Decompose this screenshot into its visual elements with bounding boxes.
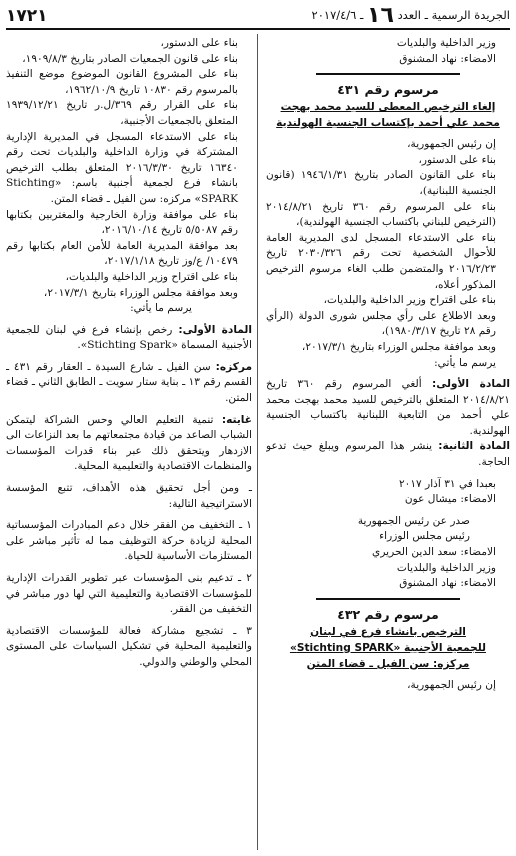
- preamble-line: بناء على الدستور،: [160, 37, 238, 49]
- decree-432-subtitle-1: الترخيص بانشاء فرع في لبنان: [310, 625, 466, 638]
- preamble-line: بناء على المرسوم رقم ٣٦٠ تاريخ ٢٠١٤/٨/٢١ (الترخيص للبناني باكتساب الجنسية الهولندية)،: [266, 200, 496, 229]
- preamble-line: بناء على موافقة وزارة الخارجية والمغتربين بكتابها رقم ٥/٥٠٨٧ تاريخ ٢٠١٦/١٠/١٤،: [6, 208, 238, 237]
- issue-date: ـ ٢٠١٧/٤/٦: [311, 8, 364, 22]
- section-rule: [316, 598, 460, 600]
- issue-number: ١٦: [367, 3, 394, 28]
- preamble-line: يرسم ما يأتي:: [130, 302, 192, 315]
- preamble-line: وبعد موافقة مجلس الوزراء بتاريخ ٢٠١٧/٣/١،: [43, 286, 238, 299]
- preamble-line: وبعد موافقة مجلس الوزراء بتاريخ ٢٠١٧/٣/١،: [301, 340, 496, 353]
- left-column: [6, 36, 252, 850]
- preamble-line: بناء على القرار رقم ٣٦٩/ل.ر تاريخ ١٩٣٩/١٢/٢١ المتعلق بالجمعيات الأجنبية،: [6, 99, 238, 127]
- decree-432-title: مرسوم رقم ٤٣٢: [337, 606, 439, 622]
- page-number: ١٧٢١: [6, 6, 48, 26]
- preamble-line: وبعد الاطلاع على رأي مجلس شورى الدولة (الرأي رقم ٢٨ تاريخ ١٩٨٠/٣/١٧)،: [266, 309, 496, 338]
- preamble-line: بناء على اقتراح وزير الداخلية والبلديات،: [65, 270, 238, 283]
- preamble-line: بناء على الاستدعاء المسجل لدى المديرية العامة للأحوال الشخصية تحت رقم ٢٠٣٠/٣٢٦ تاريخ ٢٠١٦/٢/٢٣ والمتضمن طلب الغاء مرسوم الترخيص المذكور أعلاه،: [266, 231, 496, 291]
- section-rule: [316, 73, 460, 75]
- preamble-line: بناء على القانون الصادر بتاريخ ١٩٤٦/١/٣١ (قانون الجنسية اللبنانية)،: [266, 169, 496, 197]
- preamble-line: بناء على الدستور،: [418, 153, 496, 166]
- preamble-line: بعد موافقة المديرية العامة للأمن العام بكتابها رقم ١٠٤٧٩/ ع/وز تاريخ ٢٠١٧/١/١٨،: [6, 239, 238, 268]
- preamble-line: بناء على الاستدعاء المسجل في المديرية الإدارية المشتركة في وزارة الداخلية والبلديات تحت رقم ١٦٣٤٠ تاريخ ٢٠١٦/٣/٣٠ المتعلق بطلب الترخيص بانشاء فرع لجمعية أجنبية باسم: «Stichting SPARK» مركزه: سن الفيل ـ قضاء المتن.: [6, 130, 238, 205]
- headquarters-text: سن الفيل ـ شارع السيدة ـ العقار رقم ٤٣١ ـ القسم رقم ١٣ ـ بناية ستار سويت ـ الطابق الثاني ـ قضاء المتن.: [6, 360, 252, 405]
- goal: [6, 413, 252, 475]
- page-header: [6, 4, 510, 30]
- goal-text: تنمية التعليم العالي وحس الشراكة ليتمكن الشباب الصاعد من قيادة مجتمعاتهم ما بعد النزاعات الى الازدهار ويتحقق ذلك عبر بناء قدرات المؤسسات والمنظمات الاقتصادية والتعليمية المحلية.: [6, 413, 252, 473]
- closing-signature: الامضاء: نهاد المشنوق: [399, 577, 496, 590]
- article-1: [266, 377, 510, 439]
- article-1-text: ألغي المرسوم رقم ٣٦٠ تاريخ ٢٠١٤/٨/٢١ المتعلق بالترخيص للسيد محمد بهجت محمد علي أحمد من التابعية اللبنانية باكتساب الجنسية الهولندية.: [266, 378, 510, 437]
- minister-signature: الامضاء: نهاد المشنوق: [399, 52, 496, 65]
- closing-line: صدر عن رئيس الجمهورية: [357, 514, 470, 527]
- decree-431-subtitle-2: محمد علي أحمد بإكتساب الجنسية الهولندية: [276, 117, 500, 130]
- article-2: [266, 439, 510, 470]
- preamble-line: بناء على المشروع القانون الموضوع موضع التنفيذ بالمرسوم رقم ١٠٨٣٠ تاريخ ١٩٦٢/١٠/٩،: [6, 68, 238, 96]
- decree-431-title: مرسوم رقم ٤٣١: [337, 82, 439, 98]
- decree-432-subtitle-2: للجمعية الأجنبية «Stichting SPARK»: [289, 641, 487, 654]
- strategy-intro: ـ ومن أجل تحقيق هذه الأهداف، تتبع المؤسسة الاستراتيجية التالية:: [6, 482, 252, 510]
- closing-signature: الامضاء: ميشال عون: [404, 493, 496, 506]
- column-divider: [257, 34, 258, 850]
- article-1: [6, 323, 252, 354]
- headquarters-label: مركزه:: [215, 360, 252, 373]
- goal-label: غايته:: [221, 413, 252, 426]
- preamble-line: بناء على اقتراح وزير الداخلية والبلديات،: [323, 294, 496, 307]
- strategy-point-1: ١ ـ التخفيف من الفقر خلال دعم المبادرات المؤسساتية المحلية لزيادة حركة التوظيف مما له تأثير مباشر على المستلزمات الأساسية للحياة.: [6, 519, 252, 563]
- article-1-text: رخص بإنشاء فرع في لبنان للجمعية الأجنبية المسماة «Stichting Spark».: [6, 323, 252, 352]
- gazette-header-line: [311, 3, 510, 28]
- closing-place-date: بعبدا في ٣١ آذار ٢٠١٧: [398, 477, 496, 490]
- strategy-point-2: ٢ ـ تدعيم بنى المؤسسات عبر تطوير القدرات الإدارية للمؤسسات الاقتصادية والتعليمية التي لها دور مباشر في التخفيف من الفقر.: [6, 572, 252, 616]
- preamble-line: إن رئيس الجمهورية،: [407, 678, 496, 691]
- article-1-label: المادة الأولى:: [432, 378, 510, 391]
- article-1-label: المادة الأولى:: [178, 323, 252, 336]
- preamble-line: إن رئيس الجمهورية،: [407, 138, 496, 151]
- decree-431-subtitle-1: إلغاء الترخيص المعطى للسيد محمد بهجت: [280, 101, 496, 114]
- decree-432-subtitle-3: مركزه: سن الفيل ـ قضاء المتن: [306, 657, 470, 670]
- closing-line: رئيس مجلس الوزراء: [379, 530, 470, 543]
- article-2-label: المادة الثانية:: [438, 440, 510, 453]
- gazette-name: الجريدة الرسمية ـ العدد: [397, 8, 510, 22]
- strategy-point-3: ٣ ـ تشجيع مشاركة فعالة للمؤسسات الاقتصادية والتعليمية المحلية في تشكيل السياسات على المستوى المحلي والوطني والدولي.: [6, 624, 252, 668]
- closing-line: وزير الداخلية والبلديات: [396, 561, 496, 574]
- minister-title: وزير الداخلية والبلديات: [396, 37, 496, 49]
- right-column: [266, 36, 510, 850]
- closing-signature: الامضاء: سعد الدين الحريري: [372, 546, 496, 559]
- article-2-text: ينشر هذا المرسوم ويبلغ حيث تدعو الحاجة.: [266, 440, 510, 469]
- preamble-line: يرسم ما يأتي:: [434, 356, 496, 369]
- headquarters: [6, 360, 252, 407]
- preamble-line: بناء على قانون الجمعيات الصادر بتاريخ ١٩٠٩/٨/٣،: [22, 52, 238, 65]
